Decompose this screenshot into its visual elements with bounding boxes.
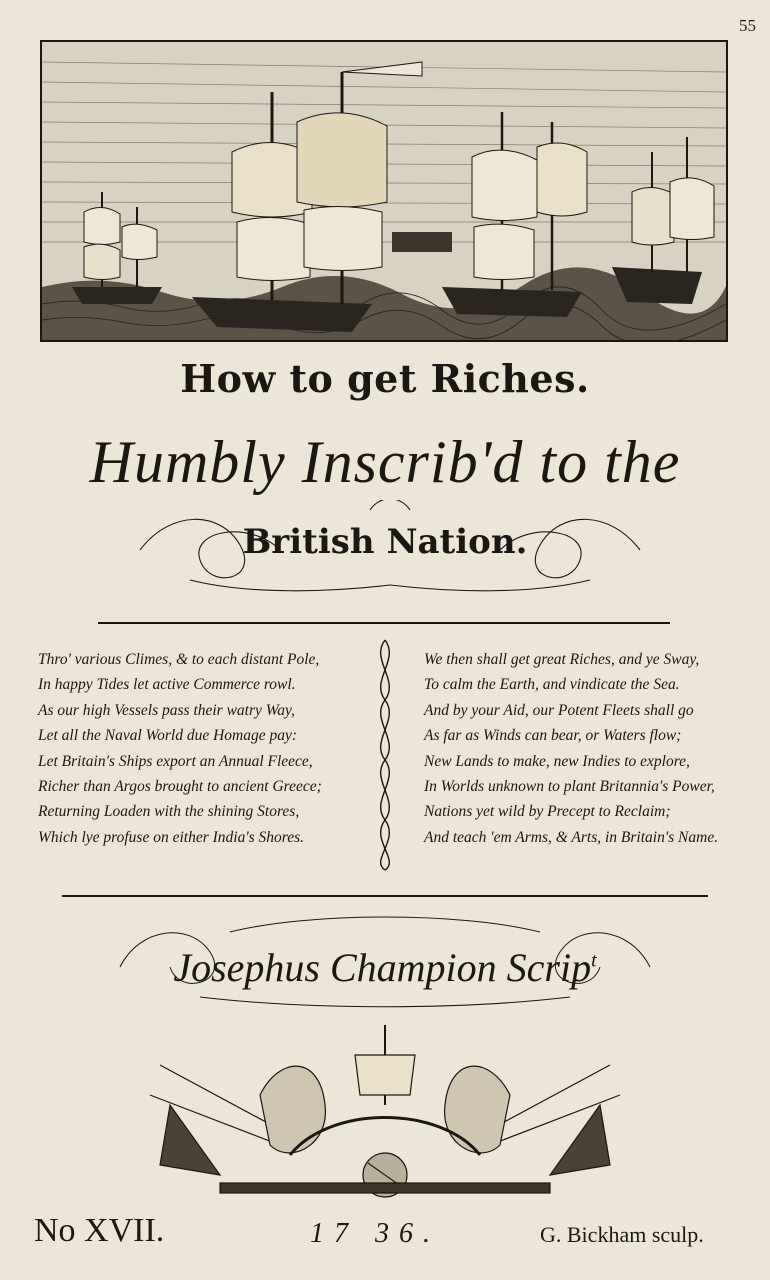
verse-line: As our high Vessels pass their watry Way, <box>38 701 295 719</box>
verse-line: Which lye profuse on either India's Shores. <box>38 828 305 846</box>
scribe-superscript: t <box>591 949 597 972</box>
ships-engraving <box>40 40 728 342</box>
plate-year: 17 36. <box>310 1218 440 1249</box>
verse-left-column <box>38 647 322 850</box>
verse-line: In happy Tides let active Commerce rowl. <box>38 676 296 694</box>
verse-line: Thro' various Climes, & to each distant Pole, <box>38 651 320 668</box>
verse-line: To calm the Earth, and vindicate the Sea. <box>424 676 680 694</box>
verse-right-column <box>424 647 718 850</box>
title: How to get Riches. <box>180 356 590 401</box>
scribe-signature <box>0 944 770 991</box>
engraver-credit: G. Bickham sculp. <box>540 1222 704 1247</box>
verse-line: Returning Loaden with the shining Stores, <box>38 803 300 821</box>
nation-title: British Nation. <box>242 522 528 562</box>
verse-line: And teach 'em Arms, & Arts, in Britain's Name. <box>424 828 719 846</box>
verse-line: As far as Winds can bear, or Waters flow; <box>424 727 682 745</box>
center-flourish-bracket <box>360 635 410 875</box>
verse-line: In Worlds unknown to plant Britannia's Power, <box>424 778 715 796</box>
top-divider <box>98 622 670 624</box>
flourish-decoration <box>130 500 650 600</box>
page-number: 55 <box>739 16 756 35</box>
dedication: Humbly Inscrib'd to the <box>89 429 681 495</box>
britannia-emblem <box>130 1015 640 1205</box>
scribe-name: Josephus Champion Scrip <box>173 945 592 990</box>
bottom-divider <box>62 895 708 897</box>
verse-line: We then shall get great Riches, and ye Sway, <box>424 651 700 668</box>
verse-line: Nations yet wild by Precept to Reclaim; <box>424 803 671 821</box>
verse-line: And by your Aid, our Potent Fleets shall go <box>424 701 694 719</box>
verse-line: Let Britain's Ships export an Annual Fleece, <box>38 752 313 770</box>
verse-line: Richer than Argos brought to ancient Greece; <box>38 778 322 796</box>
verse-line: New Lands to make, new Indies to explore, <box>424 752 690 770</box>
plate-number: No XVII. <box>34 1212 165 1249</box>
verse-line: Let all the Naval World due Homage pay: <box>38 727 298 745</box>
